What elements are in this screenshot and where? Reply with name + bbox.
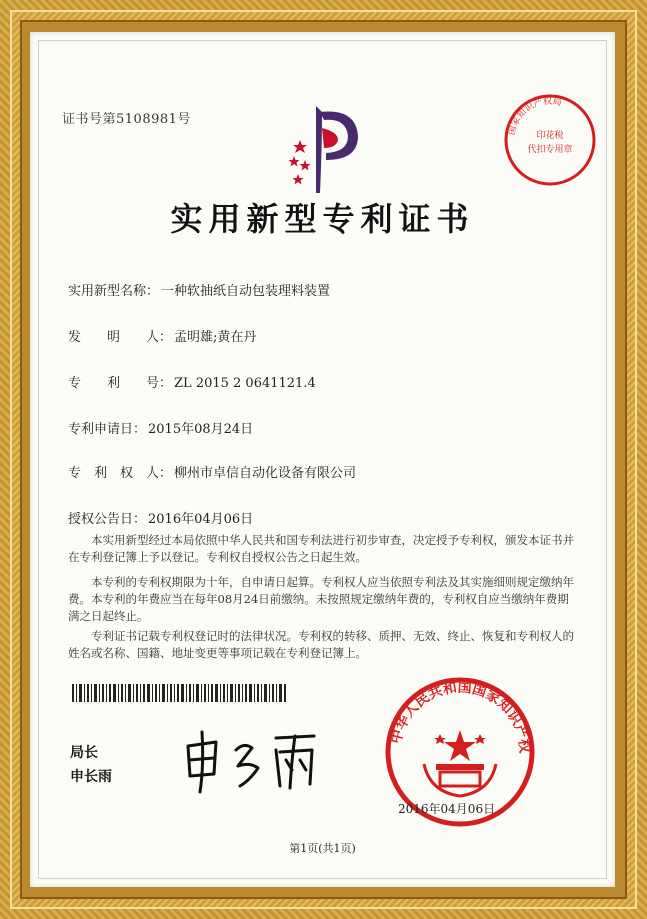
director-title: 局长	[70, 745, 98, 761]
tax-stamp-ring-text: 国家知识产权局	[507, 96, 563, 137]
director-signature	[180, 726, 330, 800]
field-value: 一种软抽纸自动包装理料装置	[161, 284, 331, 299]
field-patent-number	[68, 372, 316, 391]
field-value: 柳州市卓信自动化设备有限公司	[174, 466, 357, 481]
tax-stamp-line2: 代扣专用章	[527, 145, 573, 155]
field-application-date	[68, 418, 253, 437]
field-patentee	[68, 462, 356, 481]
paragraph-term: 本专利的专利权期限为十年，自申请日起算。专利权人应当依照专利法及其实施细则规定缴纳年费。本专利的年费应当在每年08月24日前缴纳。未按照规定缴纳年费的，专利权自应当缴纳年费期满之日起终止。	[68, 575, 574, 623]
director-name: 申长雨	[70, 769, 112, 785]
field-label: 专利申请日：	[68, 422, 147, 437]
tax-stamp-line1: 印花税	[536, 131, 564, 141]
field-inventor	[68, 326, 256, 345]
field-value: 2015年08月24日	[148, 422, 254, 437]
field-value: 2016年04月06日	[148, 512, 254, 527]
field-value: 孟明雄;黄在丹	[174, 330, 257, 345]
paragraph-legal-status: 专利证书记载专利权登记时的法律状况。专利权的转移、质押、无效、终止、恢复和专利权人的姓名或名称、国籍、地址变更等事项记载在专利登记簿上。	[68, 629, 574, 660]
paragraph-grant: 本实用新型经过本局依照中华人民共和国专利法进行初步审查，决定授予专利权，颁发本证书并在专利登记簿上予以登记。专利权自授权公告之日起生效。	[68, 533, 574, 564]
certificate-paper	[30, 32, 615, 887]
field-label: 专 利 号：	[68, 376, 173, 391]
seal-ring-text: 中华人民共和国国家知识产权	[388, 679, 533, 754]
field-label: 实用新型名称：	[68, 284, 160, 299]
field-utility-model-name	[68, 280, 330, 299]
barcode	[72, 684, 287, 702]
field-grant-date	[68, 508, 253, 527]
certificate-title: 实用新型专利证书	[170, 200, 475, 238]
sipo-logo-icon	[286, 98, 366, 200]
tax-stamp-seal	[500, 90, 600, 194]
field-label: 授权公告日：	[68, 512, 147, 527]
field-value: ZL 2015 2 0641121.4	[174, 376, 316, 391]
seal-date: 2016年04月06日	[398, 802, 496, 816]
field-label: 专 利 权 人：	[68, 466, 173, 481]
field-label: 发 明 人：	[68, 330, 173, 345]
certificate-number: 证书号第5108981号	[62, 112, 191, 127]
page-number: 第1页(共1页)	[289, 842, 356, 855]
